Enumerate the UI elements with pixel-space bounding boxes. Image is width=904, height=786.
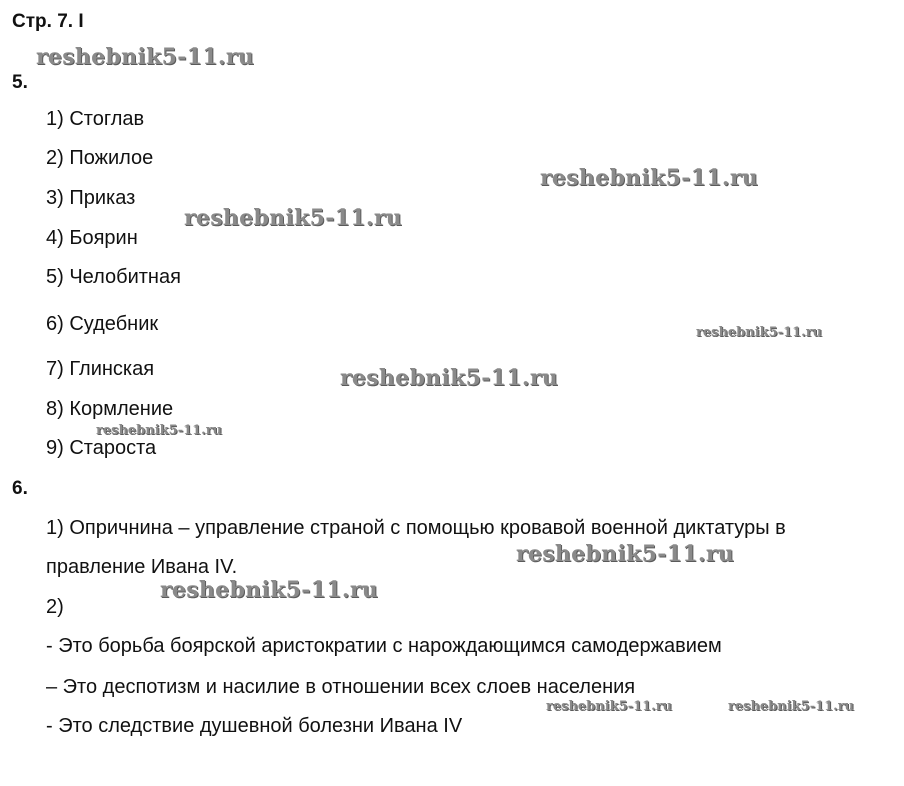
answer-item: 2) Пожилое bbox=[46, 147, 154, 169]
bullet-line: – Это деспотизм и насилие в отношении всех слоев населения bbox=[46, 676, 636, 698]
answer-item: 9) Староста bbox=[46, 437, 157, 459]
answer-item: 7) Глинская bbox=[46, 358, 155, 380]
answer-line: 1) Опричнина – управление страной с помощью кровавой военной диктатуры в bbox=[46, 517, 786, 539]
answer-item: 4) Боярин bbox=[46, 227, 138, 249]
watermark: reshebnik5-11.ru bbox=[36, 44, 255, 70]
section-5-number: 5. bbox=[12, 72, 28, 93]
watermark: reshebnik5-11.ru bbox=[96, 423, 223, 438]
bullet-line: - Это борьба боярской аристократии с нарождающимся самодержавием bbox=[46, 635, 722, 657]
answer-item: 1) Стоглав bbox=[46, 108, 145, 130]
answer-item: 5) Челобитная bbox=[46, 266, 181, 288]
sub-label: 2) bbox=[46, 596, 64, 618]
watermark: reshebnik5-11.ru bbox=[546, 699, 673, 714]
answer-line: правление Ивана IV. bbox=[46, 556, 238, 578]
answer-item: 8) Кормление bbox=[46, 398, 174, 420]
watermark: reshebnik5-11.ru bbox=[340, 365, 559, 391]
watermark: reshebnik5-11.ru bbox=[184, 205, 403, 231]
watermark: reshebnik5-11.ru bbox=[728, 699, 855, 714]
watermark: reshebnik5-11.ru bbox=[696, 325, 823, 340]
answer-item: 3) Приказ bbox=[46, 187, 136, 209]
watermark: reshebnik5-11.ru bbox=[160, 577, 379, 603]
watermark: reshebnik5-11.ru bbox=[540, 165, 759, 191]
section-6-number: 6. bbox=[12, 478, 28, 499]
answer-item: 6) Судебник bbox=[46, 313, 159, 335]
bullet-line: - Это следствие душевной болезни Ивана IV bbox=[46, 715, 463, 737]
watermark: reshebnik5-11.ru bbox=[516, 541, 735, 567]
page-header: Стр. 7. I bbox=[12, 11, 84, 32]
